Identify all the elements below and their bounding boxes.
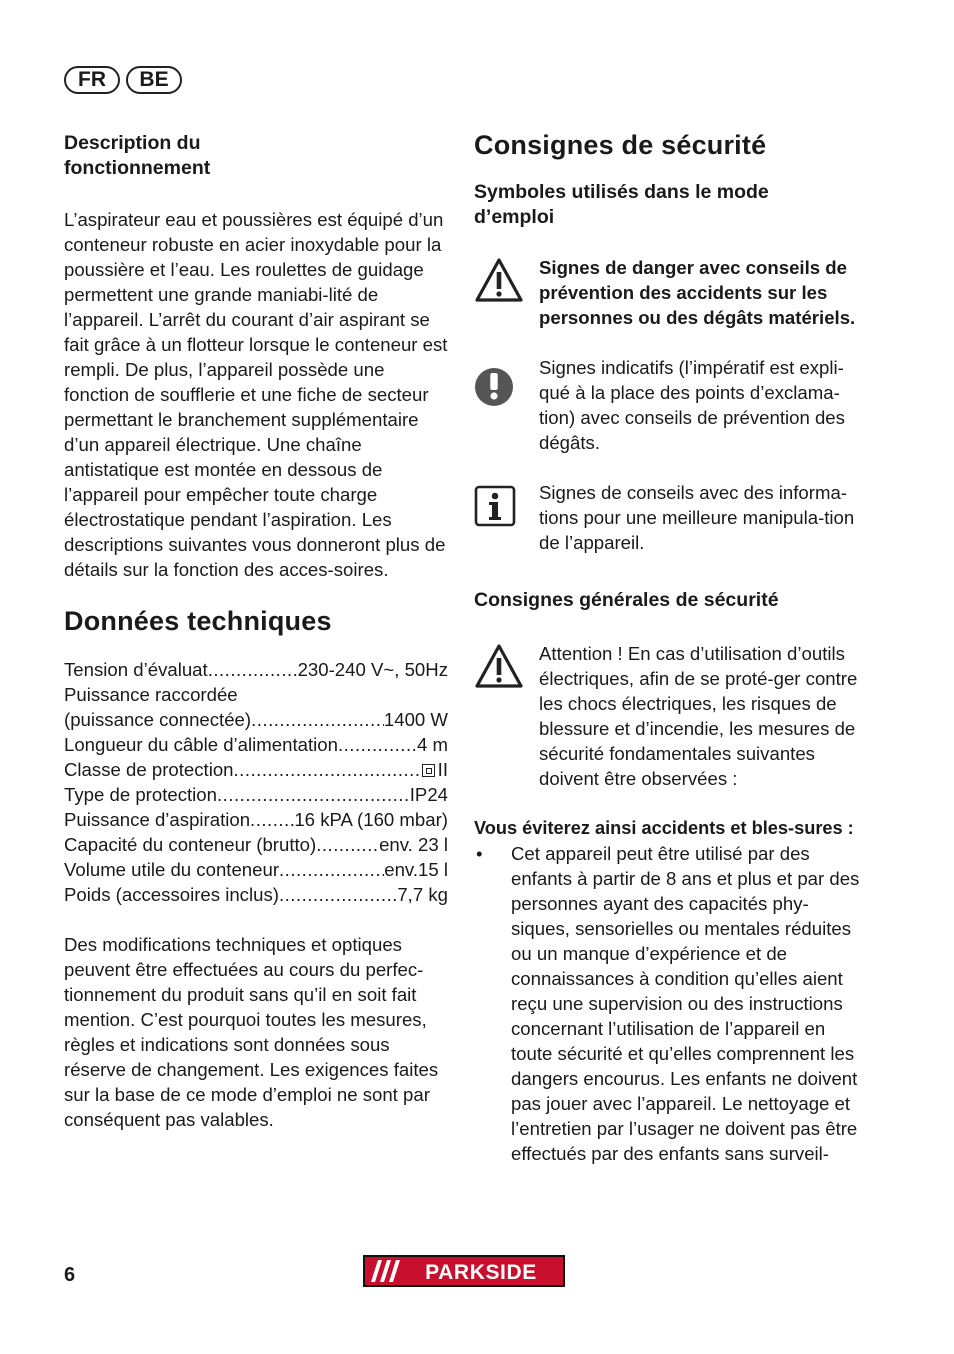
general-safety-heading: Consignes générales de sécurité [474, 589, 779, 611]
spec-label: Poids (accessoires inclus) [64, 884, 279, 905]
spec-row [64, 782, 448, 807]
symbol-danger-row [474, 255, 864, 330]
spec-label: (puissance connectée) [64, 709, 252, 730]
symbol-imperative-row [474, 355, 864, 455]
bullet-text: Cet appareil peut être utilisé par des enfants à partir de 8 ans et plus et par des personnes ayant des capacités phy-siques, sensorielles ou mentales réduites ou un manque d’expérience et de connaissances à condition qu’elles aient reçu une supervision ou des instructions concernant l’utilisation de l’appareil en toute sécurité et qu’elles comprennent les dangers encourus. Les enfants ne doivent pas jouer avec l’appareil. Le nettoyage et l’entretien par l’usager ne doivent pas être effectués par des enfants sans surveil- [511, 843, 860, 1164]
spec-list [64, 657, 448, 907]
technical-data-heading: Données techniques [64, 606, 332, 636]
description-paragraph: L’aspirateur eau et poussières est équipé d’un conteneur robuste en acier inoxydable pour la poussière et l’eau. Les roulettes de guidage permettent une grande maniabi-lité de l’appareil. L’arrêt du courant d’air aspirant se fait grâce à un flotteur lorsque le conteneur est rempli. De plus, l’appareil possède une fonction de soufflerie et une fiche de secteur permettant le branchement supplémentaire d’un appareil électrique. Une chaîne antistatique est montée en dessous de l’appareil pour empêcher toute charge électrostatique pendant l’aspiration. Les descriptions suivantes vous donneront plus de détails sur la fonction des acces-soires. [64, 209, 448, 580]
spec-label: Volume utile du conteneur [64, 859, 280, 880]
spec-row [64, 682, 448, 707]
spec-value: 1400 W [383, 709, 448, 730]
spec-label: Type de protection [64, 784, 217, 805]
parkside-logo [363, 1255, 565, 1287]
spec-value: 230-240 V~, 50Hz [297, 659, 448, 680]
modifications-paragraph: Des modifications techniques et optiques peuvent être effectuées au cours du perfec-tionnement du produit sans qu’il en soit fait mention. C’est pourquoi toutes les mesures, règles et indications sont données sous réserve de changement. Les exigences faites sur la base de ce mode d’emploi ne sont par conséquent pas valables. [64, 934, 439, 1130]
language-badges [64, 66, 182, 94]
lang-badge-be: BE [126, 66, 182, 94]
spec-label: Classe de protection [64, 759, 234, 780]
spec-value: 4 m [417, 734, 448, 755]
warning-triangle-icon [474, 641, 524, 791]
safety-heading: Consignes de sécurité [474, 130, 767, 160]
left-column [64, 131, 448, 1132]
spec-label: Tension d’évaluat [64, 659, 208, 680]
spec-value: II [437, 759, 448, 780]
symbol-info-text: Signes de conseils avec des informa-tions pour une meilleure manipula-tion de l’appareil. [539, 482, 855, 553]
spec-label: Capacité du conteneur (brutto) [64, 834, 317, 855]
attention-text: Attention ! En cas d’utilisation d’outils électriques, afin de se proté-ger contre les chocs électriques, les risques de blessure et d’incendie, les mesures de sécurité fondamentales suivantes doivent être observées : [539, 643, 858, 789]
spec-value: IP24 [409, 784, 448, 805]
spec-value: env.15 l [384, 859, 448, 880]
avoid-accidents-heading: Vous éviterez ainsi accidents et bles-sures : [474, 818, 854, 838]
spec-row [64, 707, 448, 732]
list-item [474, 841, 864, 1166]
warning-triangle-icon [474, 255, 524, 330]
spec-row [64, 732, 448, 757]
spec-label: Puissance d’aspiration [64, 809, 251, 830]
spec-value: env. 23 l [379, 834, 448, 855]
symbol-info-row [474, 480, 864, 555]
symbol-imperative-text: Signes indicatifs (l’impératif est expli-qué à la place des points d’exclama-tion) avec conseils de prévention des dégâts. [539, 357, 845, 453]
bullet-marker: • [476, 843, 483, 864]
exclamation-circle-icon [474, 355, 524, 455]
spec-label: Longueur du câble d’alimentation [64, 734, 338, 755]
brand-name: PARKSIDE [425, 1261, 537, 1284]
spec-label: Puissance raccordée [64, 684, 238, 705]
info-square-icon [474, 480, 524, 555]
spec-row [64, 807, 448, 832]
spec-value: 7,7 kg [397, 884, 448, 905]
symbol-danger-text: Signes de danger avec conseils de prévention des accidents sur les personnes ou des dégâts matériels. [539, 257, 856, 328]
protection-class-ii-icon [422, 764, 435, 777]
description-heading: Description du fonctionnement [64, 132, 211, 179]
spec-row [64, 857, 448, 882]
spec-row [64, 832, 448, 857]
spec-row [64, 882, 448, 907]
spec-row [64, 757, 448, 782]
spec-row [64, 657, 448, 682]
spec-value: 16 kPA (160 mbar) [294, 809, 448, 830]
attention-row [474, 641, 864, 791]
symbols-heading: Symboles utilisés dans le mode d’emploi [474, 181, 769, 228]
page-number: 6 [64, 1264, 76, 1286]
lang-badge-fr: FR [64, 66, 120, 94]
right-column [474, 128, 864, 1166]
